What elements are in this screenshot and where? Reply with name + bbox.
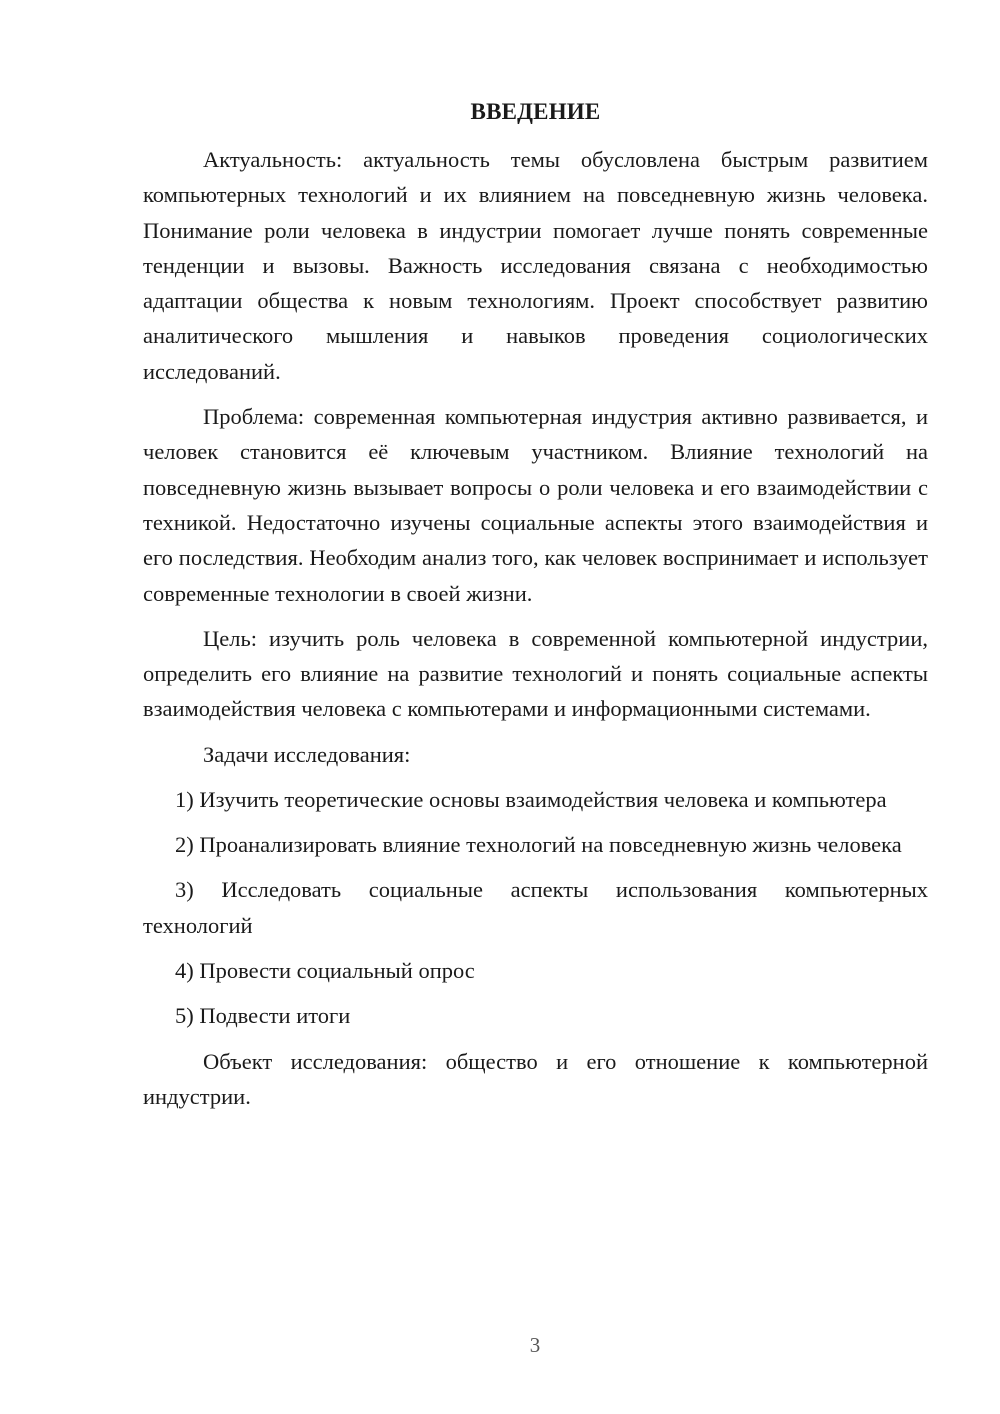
tasks-list (143, 782, 928, 1034)
list-item: 1) Изучить теоретические основы взаимодействия человека и компьютера (175, 786, 887, 812)
list-item: 3) Исследовать социальные аспекты использования компьютерных технологий (143, 877, 928, 938)
paragraph-object: Объект исследования: общество и его отношение к компьютерной индустрии. (143, 1048, 928, 1109)
paragraph-relevance: Актуальность: актуальность темы обусловлена быстрым развитием компьютерных технологий и их влиянием на повседневную жизнь человека. Понимание роли человека в индустрии помогает лучше понять современные тенденции и вызовы. Важность исследования связана с необходимостью адаптации общества к новым технологиям. Проект способствует развитию аналитического мышления и навыков проведения социологических исследований. (143, 147, 928, 384)
paragraph-problem: Проблема: современная компьютерная индустрия активно развивается, и человек становится её ключевым участником. Влияние технологий на повседневную жизнь вызывает вопросы о роли человека и его взаимодействии с техникой. Недостаточно изучены социальные аспекты этого взаимодействия и его последствия. Необходим анализ того, как человек воспринимает и использует современные технологии в своей жизни. (143, 404, 928, 606)
list-item: 4) Провести социальный опрос (175, 957, 475, 983)
tasks-label: Задачи исследования: (203, 741, 411, 767)
paragraph-goal: Цель: изучить роль человека в современной компьютерной индустрии, определить его влияние на развитие технологий и понять социальные аспекты взаимодействия человека с компьютерами и информационными системами. (143, 625, 928, 722)
document-body (143, 96, 928, 1124)
page-title: ВВЕДЕНИЕ (470, 99, 601, 124)
page-number: 3 (529, 1333, 541, 1357)
list-item: 5) Подвести итоги (175, 1003, 351, 1029)
list-item: 2) Проанализировать влияние технологий на повседневную жизнь человека (175, 832, 902, 858)
